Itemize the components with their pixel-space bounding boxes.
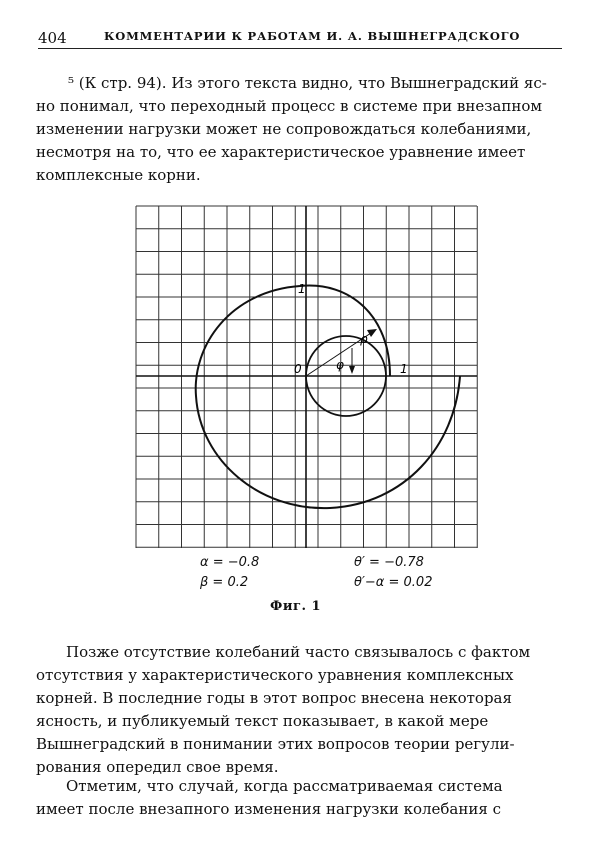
text-line: Позже отсутствие колебаний часто связывалось с фактом <box>66 643 531 661</box>
text-line: ясность, и публикуемый текст показывает, в какой мере <box>36 712 489 730</box>
phi-arrow-head <box>349 366 355 374</box>
body-paragraph-1 <box>36 641 562 779</box>
body-paragraph-2 <box>36 775 562 821</box>
param-theta-minus-alpha: θ′−α = 0.02 <box>354 575 433 590</box>
text-line: имеет после внезапного изменения нагрузки колебания с <box>36 800 501 818</box>
param-theta: θ′ = −0.78 <box>354 555 424 570</box>
text-line: несмотря на то, что ее характеристическое уравнение имеет <box>36 143 526 161</box>
text-line: комплексные корни. <box>36 166 201 184</box>
origin-label: 0 <box>294 362 302 376</box>
circle-label-right: 1 <box>400 362 408 376</box>
header-rule <box>38 48 562 49</box>
text-line: Вышнеградский в понимании этих вопросов теории регули- <box>36 735 515 753</box>
text-line: Отметим, что случай, когда рассматриваемая система <box>66 777 503 795</box>
page-number: 404 <box>38 29 67 47</box>
rho-arrow-head <box>367 329 377 337</box>
curve-label-top: 1 <box>298 282 306 296</box>
text-line: рования опередил свое время. <box>36 758 279 776</box>
param-alpha: α = −0.8 <box>200 555 260 570</box>
footnote-paragraph <box>36 72 562 187</box>
text-line: отсутствия у характеристического уравнения комплексных <box>36 666 514 684</box>
phi-label: φ <box>336 358 344 372</box>
text-line: ⁵ (К стр. 94). Из этого текста видно, что Вышнеградский яс- <box>68 74 547 92</box>
spiral-curve <box>196 286 460 509</box>
rho-label: ρ <box>360 332 368 346</box>
figure-1 <box>120 196 490 616</box>
page-header <box>38 25 562 49</box>
text-line: изменении нагрузки может не сопровождаться колебаниями, <box>36 120 532 138</box>
text-line: корней. В последние годы в этот вопрос внесена некоторая <box>36 689 512 707</box>
figure-caption: Фиг. 1 <box>270 599 322 614</box>
running-title: КОММЕНТАРИИ К РАБОТАМ И. А. ВЫШНЕГРАДСКОГО <box>104 29 521 43</box>
param-beta: β = 0.2 <box>200 575 249 590</box>
text-line: но понимал, что переходный процесс в системе при внезапном <box>36 97 543 115</box>
